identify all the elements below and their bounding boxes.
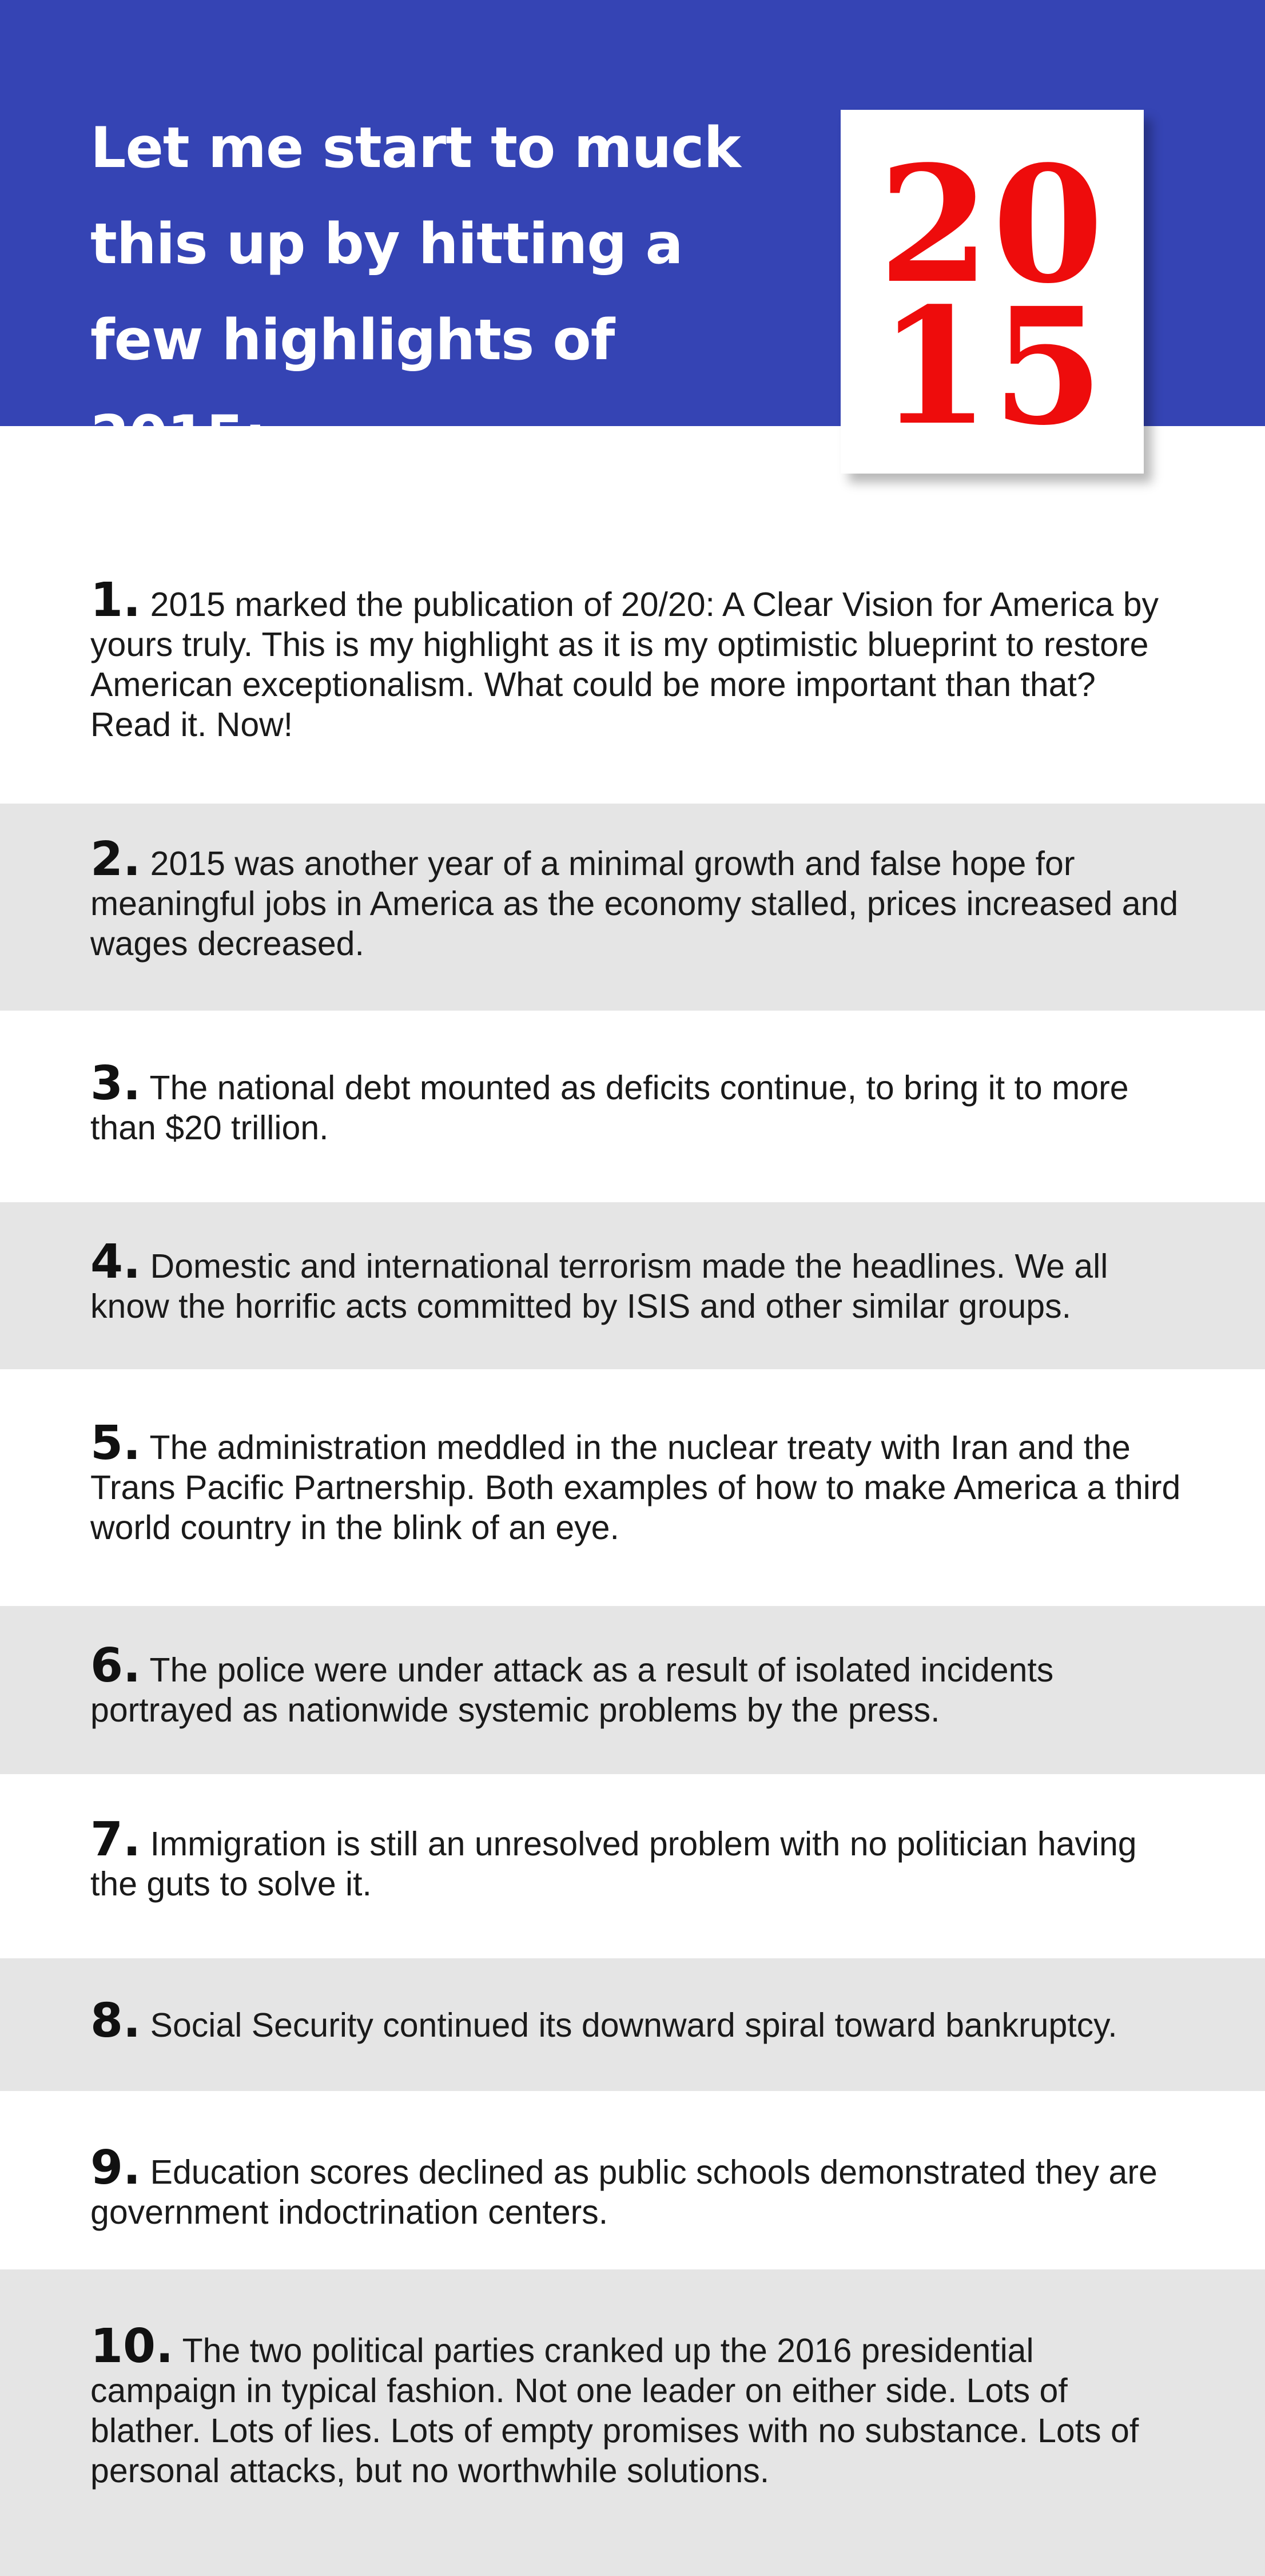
item-number: 7.: [90, 1812, 141, 1867]
calendar-year-bottom: 15: [878, 273, 1106, 461]
item-number: 5.: [90, 1416, 141, 1470]
list-item: [0, 1011, 1265, 1202]
list-item: [0, 563, 1265, 804]
list-item: [0, 1774, 1265, 1958]
item-text: Education scores declined as public schools demonstrated they are government indoctrination centers.: [90, 2153, 1157, 2231]
calendar-year-top: 20: [878, 131, 1106, 319]
calendar-2015-graphic: [841, 110, 1144, 474]
item-text: Social Security continued its downward spiral toward bankruptcy.: [150, 2006, 1117, 2044]
item-number: 6.: [90, 1639, 141, 1693]
item-text: 2015 was another year of a minimal growth and false hope for meaningful jobs in America as the economy stalled, prices increased and wages decreased.: [90, 845, 1179, 963]
item-number: 2.: [90, 832, 141, 887]
item-number: 9.: [90, 2141, 141, 2195]
item-text: Domestic and international terrorism made the headlines. We all know the horrific acts committed by ISIS and other similar groups.: [90, 1247, 1108, 1325]
list-item: [0, 2091, 1265, 2269]
item-text: The two political parties cranked up the 2016 presidential campaign in typical fashion. Not one leader on either side. Lots of blather. Lots of lies. Lots of empty promises with no substance. Lots of personal attacks, but no worthwhile solutions.: [90, 2332, 1139, 2490]
list-item: [0, 1958, 1265, 2091]
item-number: 4.: [90, 1235, 141, 1289]
headline: Let me start to muck this up by hitting a few highlights of 2015:: [90, 116, 741, 469]
item-text: The administration meddled in the nuclear treaty with Iran and the Trans Pacific Partnership. Both examples of how to make America a third world country in the blink of an eye.: [90, 1429, 1181, 1547]
item-number: 8.: [90, 1994, 141, 2048]
list-item: [0, 1202, 1265, 1369]
item-text: The national debt mounted as deficits continue, to bring it to more than $20 trillion.: [90, 1069, 1129, 1147]
item-number: 3.: [90, 1056, 141, 1111]
item-number: 1.: [90, 573, 141, 627]
list-item: [0, 2269, 1265, 2576]
item-text: The police were under attack as a result of isolated incidents portrayed as nationwide systemic problems by the press.: [90, 1651, 1054, 1729]
item-text: Immigration is still an unresolved problem with no politician having the guts to solve it.: [90, 1825, 1137, 1903]
item-text: 2015 marked the publication of 20/20: A Clear Vision for America by yours truly. This is my highlight as it is my optimistic blueprint to restore American exceptionalism. What could be more important than that? Read it. Now!: [90, 586, 1159, 744]
item-number: 10.: [90, 2319, 174, 2374]
list-item: [0, 1606, 1265, 1774]
list-item: [0, 804, 1265, 1011]
list-item: [0, 1369, 1265, 1606]
